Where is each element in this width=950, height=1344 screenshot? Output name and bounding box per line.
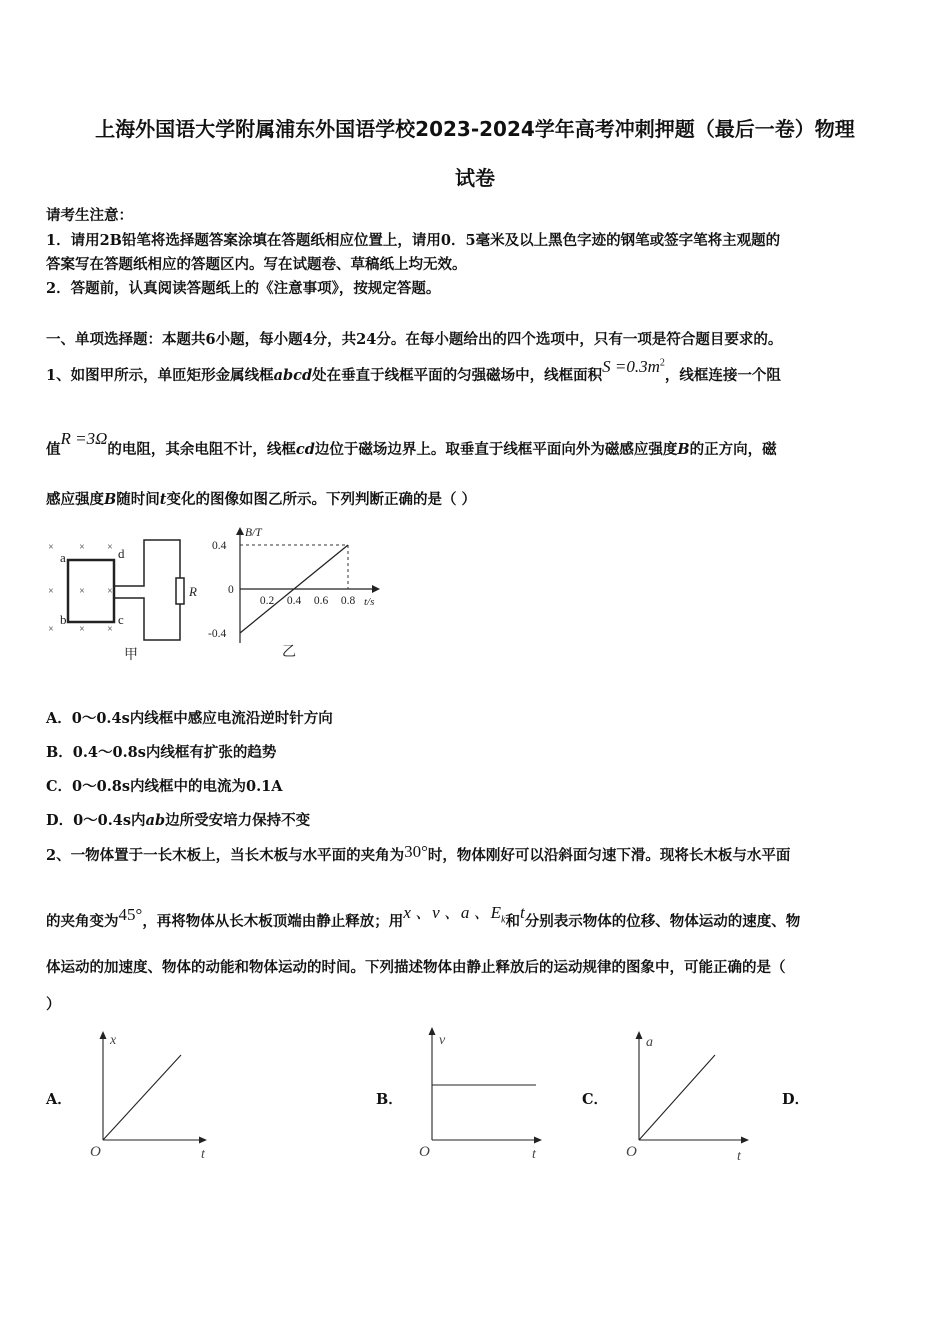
label-R: R [189, 584, 197, 599]
y-tick-label: -0.4 [208, 628, 227, 640]
x-axis-arrow [534, 1137, 542, 1144]
paper-title-line2: 试卷 [455, 166, 495, 190]
origin-label: O [626, 1144, 637, 1160]
graph-line [103, 1055, 181, 1140]
x-tick-label: 0.8 [340, 595, 356, 607]
field-mark: × [79, 624, 85, 635]
x-axis-arrow [372, 585, 380, 593]
x-axis-arrow [741, 1137, 749, 1144]
q2-option-c-label[interactable]: C． [582, 1091, 609, 1108]
x-axis-label: t [737, 1149, 741, 1164]
q1-line1: 1、如图甲所示，单匝矩形金属线框abcd处在垂直于线框平面的匀强磁场中，线框面积$S =0.3m^2$，线框连接一个阻 [46, 357, 781, 384]
q2-option-a-label[interactable]: A． [46, 1091, 72, 1108]
figure-yi-chart [210, 523, 390, 665]
x-axis-label: t/s [364, 596, 375, 608]
q1-option-c[interactable]: C．0～0.8s内线框中的电流为0.1A [46, 778, 283, 795]
y-axis-arrow [236, 527, 244, 535]
notice-item2: 2．答题前，认真阅读答题纸上的《注意事项》，按规定答题。 [46, 280, 441, 297]
field-mark: × [48, 542, 54, 553]
x-tick-label: 0.4 [286, 595, 302, 607]
graph-b-vt [414, 1025, 554, 1165]
q2-line3: 体运动的加速度、物体的动能和物体运动的时间。下列描述物体由静止释放后的运动规律的图象中，可能正确的是（ [46, 959, 786, 976]
q2-line1: 2、一物体置于一长木板上，当长木板与水平面的夹角为30°时，物体刚好可以沿斜面匀速下滑。现将长木板与水平面 [46, 842, 791, 864]
graph-line [639, 1055, 715, 1140]
field-mark: × [107, 624, 113, 635]
origin-label: O [419, 1144, 430, 1160]
origin-label: O [90, 1144, 101, 1160]
label-a: a [60, 550, 66, 565]
area-expression: $S =0.3m^2$ [602, 357, 665, 376]
field-mark: × [107, 586, 113, 597]
paper-title-line1: 上海外国语大学附属浦东外国语学校2023-2024学年高考冲刺押题（最后一卷）物理 [95, 117, 855, 141]
y-tick-label: 0.4 [212, 540, 227, 552]
y-axis-arrow [100, 1031, 107, 1039]
y-axis-arrow [429, 1027, 436, 1035]
x-axis-label: t [532, 1147, 536, 1162]
q2-option-b-label[interactable]: B． [376, 1091, 403, 1108]
q2-line4: ） [46, 996, 61, 1013]
graph-a-xt [85, 1025, 220, 1165]
q1-line3: 感应强度B随时间t变化的图像如图乙所示。下列判断正确的是（ ） [46, 491, 477, 508]
label-d: d [118, 546, 125, 561]
section1-heading: 一、单项选择题：本题共6小题，每小题4分，共24分。在每小题给出的四个选项中，只有一项是符合题目要求的。 [46, 331, 783, 348]
q2-option-d-label[interactable]: D． [782, 1091, 810, 1108]
graph-c-at [621, 1025, 761, 1165]
q1-option-d[interactable]: D．0～0.4s内ab边所受安培力保持不变 [46, 812, 311, 829]
caption-yi: 乙 [282, 645, 296, 660]
y-axis-label: a [646, 1035, 653, 1050]
q1-line2: 值R =3Ω的电阻，其余电阻不计，线框cd边位于磁场边界上。取垂直于线框平面向外为磁感应强度B的正方向，磁 [46, 429, 777, 458]
notice-heading: 请考生注意： [46, 207, 133, 224]
resistance-expression: R =3Ω [60, 429, 108, 448]
notice-item1b: 答案写在答题纸相应的答题区内。写在试题卷、草稿纸上均无效。 [46, 256, 467, 273]
resistor [176, 578, 184, 604]
field-mark: × [48, 624, 54, 635]
label-c: c [118, 612, 124, 627]
caption-jia: 甲 [124, 648, 138, 663]
q1-option-a[interactable]: A．0～0.4s内线框中感应电流沿逆时针方向 [46, 710, 333, 727]
q1-option-b[interactable]: B．0.4～0.8s内线框有扩张的趋势 [46, 744, 277, 761]
origin-label: 0 [228, 584, 234, 596]
x-axis-label: t [201, 1147, 205, 1162]
y-axis-label: x [110, 1033, 117, 1048]
field-mark: × [79, 586, 85, 597]
figure-jia [44, 528, 214, 663]
x-axis-arrow [199, 1137, 207, 1144]
y-axis-label: v [439, 1033, 446, 1048]
x-tick-label: 0.6 [313, 595, 329, 607]
y-axis-arrow [636, 1031, 643, 1039]
label-b: b [60, 612, 67, 627]
field-mark: × [48, 586, 54, 597]
notice-item1a: 1．请用2B铅笔将选择题答案涂填在答题纸相应位置上，请用0．5毫米及以上黑色字迹的钢笔或签字笔将主观题的 [46, 232, 781, 249]
field-mark: × [107, 542, 113, 553]
q2-line2: 的夹角变为45°，再将物体从长木板顶端由静止释放；用x 、v 、a 、$E_k$和t分别表示物体的位移、物体运动的速度、物 [46, 903, 801, 930]
field-mark: × [79, 542, 85, 553]
x-tick-label: 0.2 [259, 595, 275, 607]
y-axis-label: B/T [245, 527, 262, 539]
